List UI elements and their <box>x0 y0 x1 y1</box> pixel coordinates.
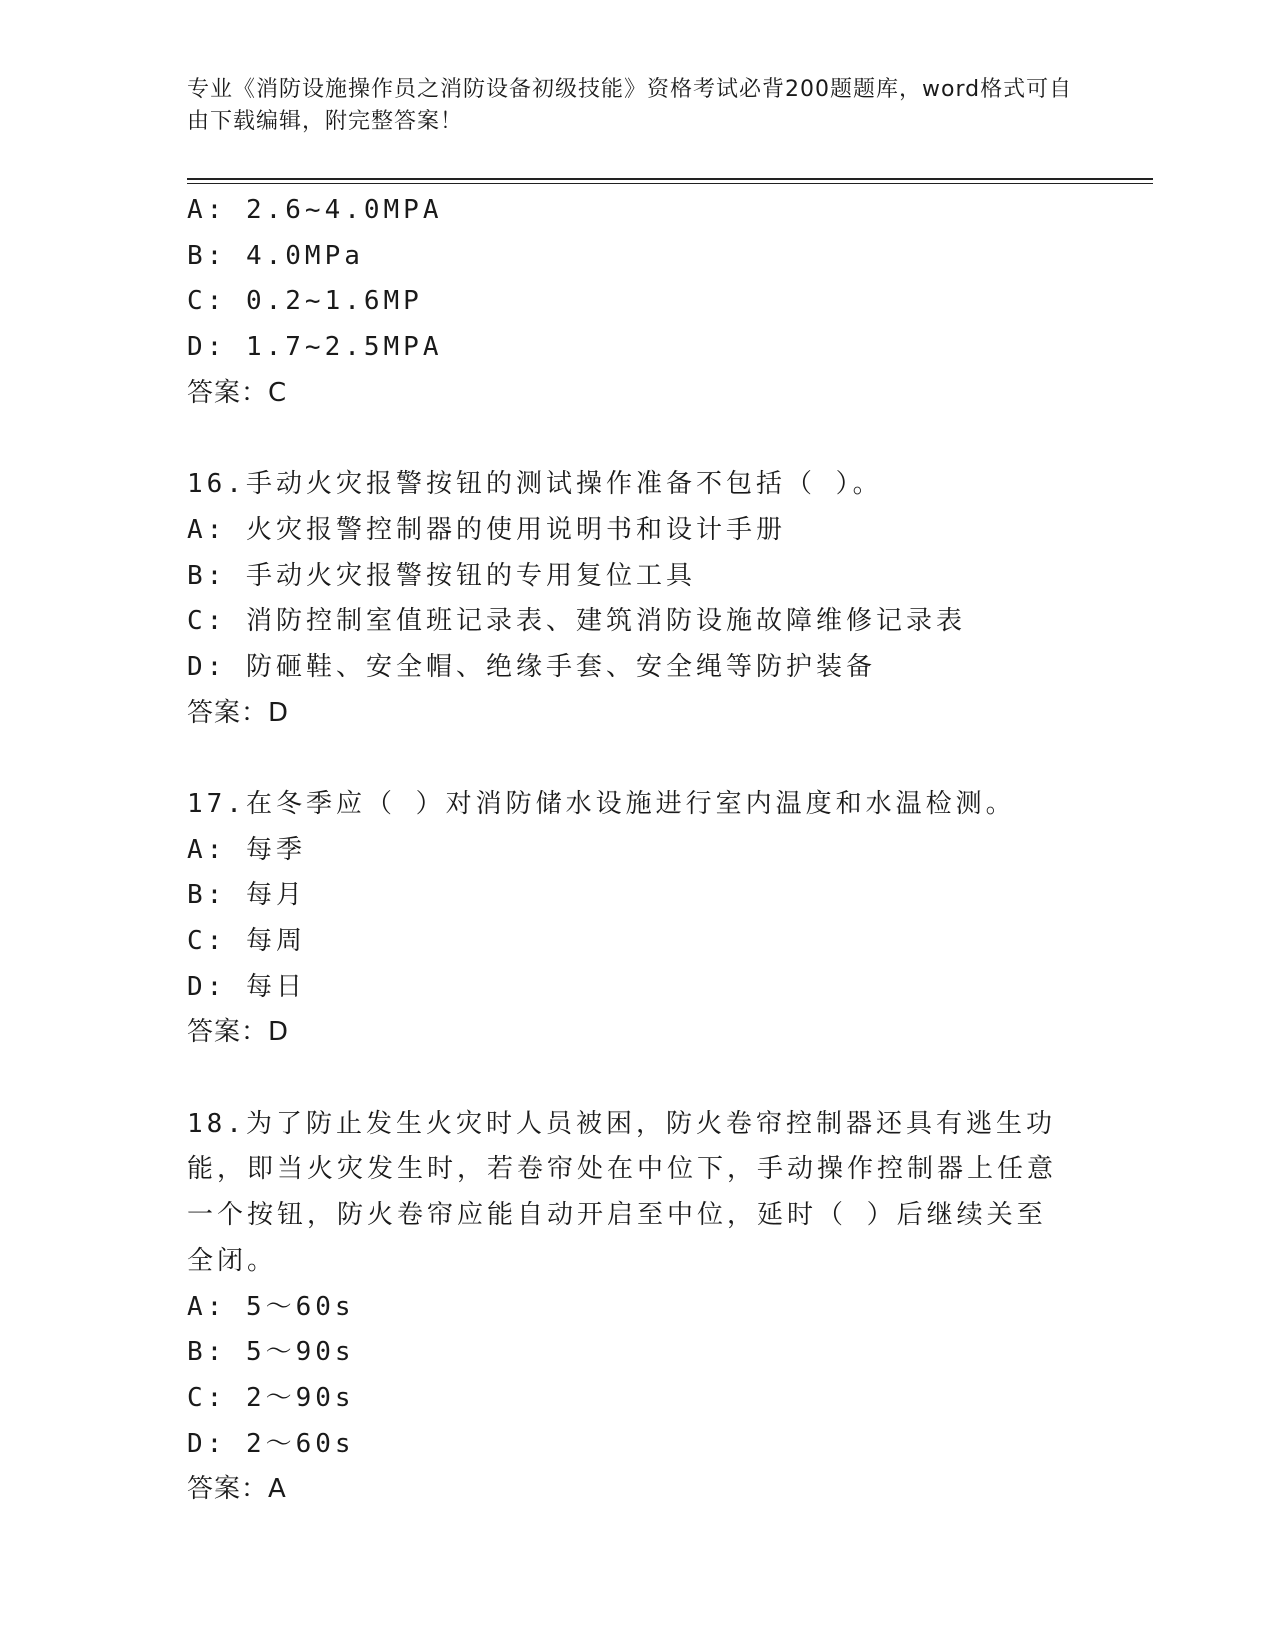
option-a: A: 火灾报警控制器的使用说明书和设计手册 <box>187 514 786 545</box>
option-a: A: 2.6~4.0MPA <box>187 195 443 225</box>
question-stem: 16.手动火灾报警按钮的测试操作准备不包括（ ）。 <box>187 469 883 500</box>
document-header: 专业《消防设施操作员之消防设备初级技能》资格考试必背200题题库，word格式可自由下载编辑，附完整答案！ <box>187 77 1073 134</box>
header-divider <box>187 178 1153 184</box>
question-list <box>187 188 1153 1513</box>
answer: 答案：C <box>187 377 288 408</box>
option-c: C: 2～90s <box>187 1382 355 1413</box>
option-a: A: 每季 <box>187 834 306 865</box>
question-stem: 18.为了防止发生火灾时人员被困，防火卷帘控制器还具有逃生功能，即当火灾发生时，若卷帘处在中位下，手动操作控制器上任意一个按钮，防火卷帘应能自动开启至中位，延时（ ）后继续关至全闭。 <box>187 1108 1058 1276</box>
option-d: D: 防砸鞋、安全帽、绝缘手套、安全绳等防护装备 <box>187 651 876 682</box>
question-18 <box>187 1102 1153 1513</box>
answer: 答案：A <box>187 1474 287 1505</box>
option-a: A: 5～60s <box>187 1291 355 1322</box>
option-d: D: 2～60s <box>187 1428 355 1459</box>
spacer <box>187 416 1153 462</box>
option-b: B: 4.0MPa <box>187 240 364 271</box>
option-d: D: 1.7~2.5MPA <box>187 332 443 363</box>
option-b: B: 5～90s <box>187 1337 355 1368</box>
question-stem: 17.在冬季应（ ）对消防储水设施进行室内温度和水温检测。 <box>187 788 1016 819</box>
option-c: C: 每周 <box>187 926 306 957</box>
spacer <box>187 736 1153 782</box>
question-17 <box>187 782 1153 1056</box>
option-d: D: 每日 <box>187 971 306 1002</box>
option-c: C: 0.2~1.6MP <box>187 286 423 317</box>
spacer <box>187 1056 1153 1102</box>
answer: 答案：D <box>187 1017 290 1048</box>
answer: 答案：D <box>187 697 290 728</box>
question-16 <box>187 462 1153 736</box>
option-b: B: 每月 <box>187 880 306 911</box>
option-b: B: 手动火灾报警按钮的专用复位工具 <box>187 560 696 591</box>
question-15 <box>187 188 1153 416</box>
option-c: C: 消防控制室值班记录表、建筑消防设施故障维修记录表 <box>187 606 966 637</box>
